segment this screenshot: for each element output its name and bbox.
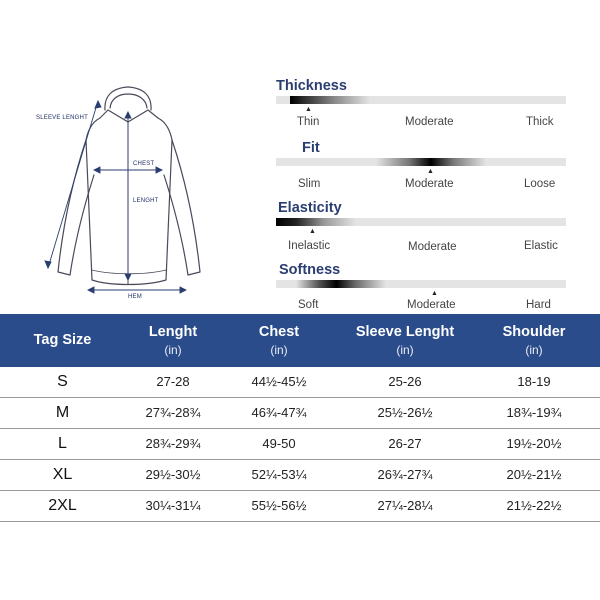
scale-bar <box>276 158 566 166</box>
header-name: Sleeve Lenght <box>355 324 455 340</box>
header-chest <box>221 314 337 367</box>
header-length <box>125 314 221 367</box>
scale-label-low: Slim <box>298 178 321 190</box>
cell-tag-size: S <box>57 373 68 390</box>
scale-label-mid: Moderate <box>405 116 454 128</box>
header-unit: (in) <box>396 343 414 357</box>
header-unit: (in) <box>164 343 182 357</box>
cell-chest: 44½-45½ <box>251 374 307 389</box>
scale-bar-highlight <box>276 218 356 226</box>
header-shoulder <box>473 314 595 367</box>
cell-sleeve-length: 27¼-28¼ <box>377 498 433 513</box>
table-row <box>0 429 600 460</box>
cell-tag-size: 2XL <box>48 497 77 514</box>
jacket-measurement-diagram <box>0 0 260 315</box>
cell-shoulder: 19½-20½ <box>506 436 562 451</box>
scale-bar-highlight <box>296 280 386 288</box>
scale-label-high: Loose <box>524 178 556 190</box>
length-label: LENGHT <box>133 198 159 204</box>
table-header <box>0 314 600 367</box>
size-chart-table <box>0 314 600 522</box>
cell-tag-size: M <box>55 404 70 421</box>
cell-shoulder: 18-19 <box>517 374 551 389</box>
cell-length: 28¾-29¾ <box>145 436 201 451</box>
cell-chest: 52¼-53¼ <box>251 467 307 482</box>
scale-label-mid: Moderate <box>407 299 456 311</box>
jacket-outline-illustration <box>0 0 260 315</box>
table-row <box>0 491 600 522</box>
cell-shoulder: 21½-22½ <box>506 498 562 513</box>
header-unit: (in) <box>525 343 543 357</box>
cell-shoulder: 20½-21½ <box>506 467 562 482</box>
scale-label-low: Soft <box>298 299 319 311</box>
header-sleeve-length <box>337 314 473 367</box>
cell-tag-size: L <box>58 435 67 452</box>
cell-sleeve-length: 25½-26½ <box>377 405 433 420</box>
table-row <box>0 367 600 398</box>
scale-marker: ▲ <box>427 168 434 175</box>
cell-length: 30¼-31¼ <box>145 498 201 513</box>
scale-title: Elasticity <box>278 200 342 216</box>
cell-chest: 49-50 <box>262 436 296 451</box>
scale-bar <box>276 280 566 288</box>
scale-title: Thickness <box>276 78 347 94</box>
scale-marker: ▲ <box>431 290 438 297</box>
scale-label-high: Hard <box>526 299 551 311</box>
scale-bar-highlight <box>290 96 370 104</box>
table-row <box>0 460 600 491</box>
table-row <box>0 398 600 429</box>
scale-title: Softness <box>279 262 341 278</box>
scale-label-mid: Moderate <box>405 178 454 190</box>
cell-length: 29½-30½ <box>145 467 201 482</box>
cell-shoulder: 18¾-19¾ <box>506 405 562 420</box>
cell-tag-size: XL <box>52 466 73 483</box>
header-name: Tag Size <box>33 332 92 348</box>
scale-label-high: Elastic <box>524 240 558 252</box>
chest-label: CHEST <box>133 161 155 167</box>
sleeve-length-label: SLEEVE LENGHT <box>36 115 88 121</box>
scale-marker: ▲ <box>309 228 316 235</box>
cell-sleeve-length: 26¾-27¾ <box>377 467 433 482</box>
header-name: Lenght <box>148 324 198 340</box>
scale-bar <box>276 218 566 226</box>
header-tag-size <box>0 314 125 367</box>
scale-label-high: Thick <box>526 116 554 128</box>
cell-chest: 46¾-47¾ <box>251 405 307 420</box>
scale-label-low: Thin <box>297 116 320 128</box>
header-name: Shoulder <box>502 324 566 340</box>
cell-sleeve-length: 26-27 <box>388 436 422 451</box>
scale-marker: ▲ <box>305 106 312 113</box>
cell-sleeve-length: 25-26 <box>388 374 422 389</box>
scale-bar-highlight <box>376 158 486 166</box>
header-unit: (in) <box>270 343 288 357</box>
scale-title: Fit <box>302 140 320 156</box>
cell-chest: 55½-56½ <box>251 498 307 513</box>
cell-length: 27¾-28¾ <box>145 405 201 420</box>
cell-length: 27-28 <box>156 374 190 389</box>
scale-label-mid: Moderate <box>408 241 457 253</box>
hem-label: HEM <box>128 294 142 300</box>
scale-bar <box>276 96 566 104</box>
header-name: Chest <box>258 324 300 340</box>
scale-label-low: Inelastic <box>288 240 331 252</box>
